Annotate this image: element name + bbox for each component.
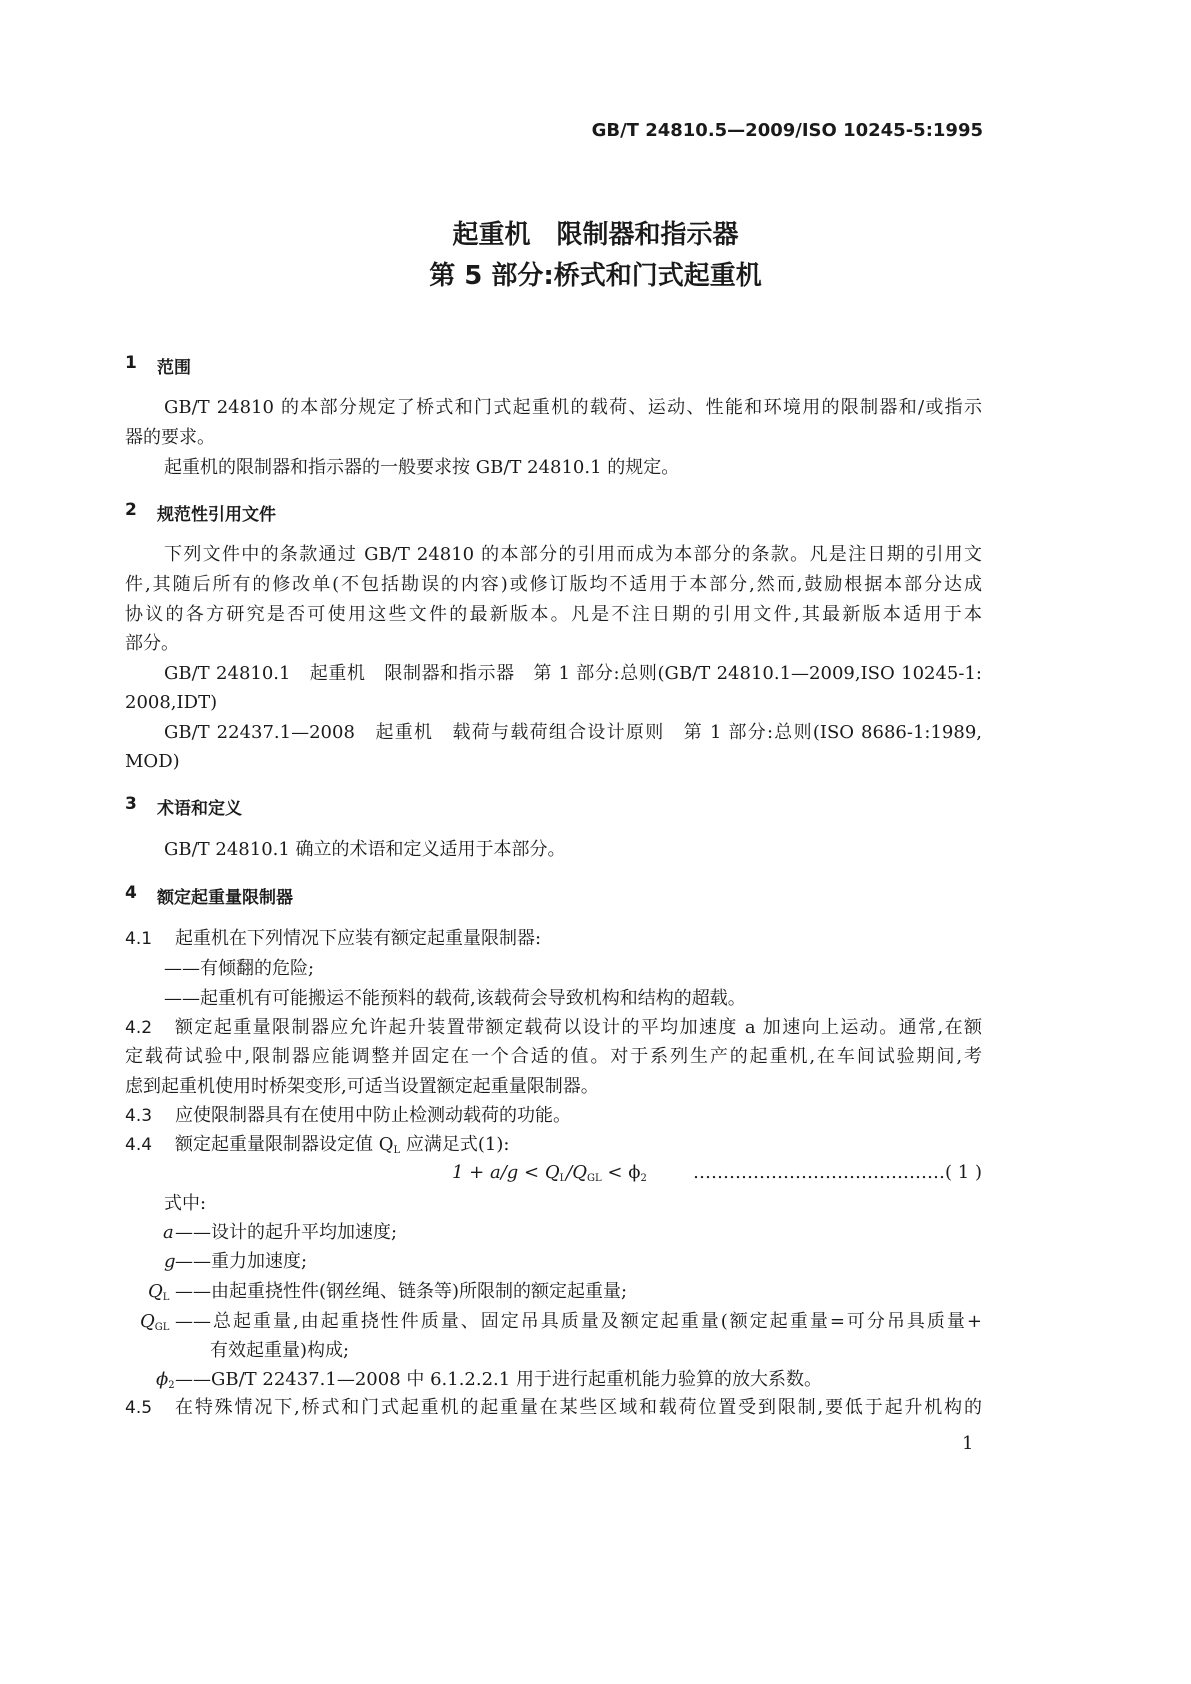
section-2-heading: 规范性引用文件 bbox=[157, 505, 276, 525]
s2-reference1-line2: 2008,IDT) bbox=[125, 692, 218, 713]
page-title-line1: 起重机 限制器和指示器 bbox=[452, 220, 739, 250]
s1-paragraph1-line1: GB/T 24810 的本部分规定了桥式和门式起重机的载荷、运动、性能和环境用的限制器和/或指示 bbox=[164, 397, 982, 418]
s2-paragraph1-line3: 协议的各方研究是否可使用这些文件的最新版本。凡是不注日期的引用文件,其最新版本适用于本 bbox=[125, 604, 982, 625]
standard-reference: GB/T 24810.5—2009/ISO 10245-5:1995 bbox=[591, 120, 983, 141]
s2-reference2-line1: GB/T 22437.1—2008 起重机 载荷与载荷组合设计原则 第 1 部分:总则(ISO 8686-1:1989, bbox=[164, 722, 982, 743]
s2-reference1-line1: GB/T 24810.1 起重机 限制器和指示器 第 1 部分:总则(GB/T 24810.1—2009,ISO 10245-1: bbox=[164, 663, 982, 684]
def-phi2-text: ——GB/T 22437.1—2008 中 6.1.2.2.1 用于进行起重机能力验算的放大系数。 bbox=[175, 1369, 822, 1390]
clause-4-1-text: 起重机在下列情况下应装有额定起重量限制器: bbox=[175, 928, 542, 949]
clause-4-5-number: 4.5 bbox=[125, 1398, 153, 1418]
s2-paragraph1-line4: 部分。 bbox=[125, 633, 179, 654]
section-1-heading: 范围 bbox=[157, 358, 191, 378]
def-a-symbol: a bbox=[163, 1222, 174, 1243]
page-number: 1 bbox=[962, 1433, 974, 1454]
s2-reference2-line2: MOD) bbox=[125, 751, 180, 772]
clause-4-3-number: 4.3 bbox=[125, 1106, 153, 1126]
def-g-symbol: g bbox=[164, 1251, 176, 1272]
clause-4-1-item2: ——起重机有可能搬运不能预料的载荷,该载荷会导致机构和结构的超载。 bbox=[164, 988, 746, 1009]
def-ql-text: ——由起重挠性件(钢丝绳、链条等)所限制的额定起重量; bbox=[175, 1281, 628, 1302]
def-qgl-text-line2: 有效起重量)构成; bbox=[210, 1340, 350, 1361]
section-4-heading: 额定起重量限制器 bbox=[157, 888, 293, 908]
def-qgl-text-line1: ——总起重量,由起重挠性件质量、固定吊具质量及额定起重量(额定起重量=可分吊具质量+ bbox=[175, 1311, 982, 1332]
def-a-text: ——设计的起升平均加速度; bbox=[175, 1222, 398, 1243]
clause-4-5-text: 在特殊情况下,桥式和门式起重机的起重量在某些区域和载荷位置受到限制,要低于起升机构的 bbox=[175, 1397, 982, 1418]
clause-4-4-number: 4.4 bbox=[125, 1135, 153, 1155]
clause-4-1-item1: ——有倾翻的危险; bbox=[164, 958, 315, 979]
equation-1: $1 + a/g < Q_L/Q_{GL} < \phi_2$ bbox=[452, 1162, 647, 1184]
s1-paragraph1-line2: 器的要求。 bbox=[125, 427, 215, 448]
clause-4-4-text: 额定起重量限制器设定值 $Q_L$ 应满足式(1): bbox=[175, 1134, 510, 1156]
s2-paragraph1-line2: 件,其随后所有的修改单(不包括勘误的内容)或修订版均不适用于本部分,然而,鼓励根据本部分达成 bbox=[125, 574, 982, 595]
section-4-number: 4 bbox=[125, 883, 137, 903]
s1-paragraph2: 起重机的限制器和指示器的一般要求按 GB/T 24810.1 的规定。 bbox=[164, 457, 680, 478]
def-phi2-symbol: $\phi_2$ bbox=[156, 1369, 175, 1391]
section-3-number: 3 bbox=[125, 794, 137, 814]
where-label: 式中: bbox=[164, 1193, 207, 1214]
clause-4-2-line2: 定载荷试验中,限制器应能调整并固定在一个合适的值。对于系列生产的起重机,在车间试验期间,考 bbox=[125, 1046, 982, 1067]
clause-4-2-line1: 额定起重量限制器应允许起升装置带额定载荷以设计的平均加速度 a 加速向上运动。通常,在额 bbox=[175, 1017, 982, 1038]
equation-1-number: ……………………………………( 1 ) bbox=[693, 1162, 982, 1183]
s3-paragraph1: GB/T 24810.1 确立的术语和定义适用于本部分。 bbox=[164, 839, 566, 860]
def-ql-symbol: $Q_L$ bbox=[148, 1281, 170, 1303]
clause-4-2-number: 4.2 bbox=[125, 1018, 153, 1038]
page-title-line2: 第 5 部分:桥式和门式起重机 bbox=[429, 261, 762, 291]
s2-paragraph1-line1: 下列文件中的条款通过 GB/T 24810 的本部分的引用而成为本部分的条款。凡是注日期的引用文 bbox=[164, 544, 982, 565]
clause-4-2-line3: 虑到起重机使用时桥架变形,可适当设置额定起重量限制器。 bbox=[125, 1076, 599, 1097]
section-3-heading: 术语和定义 bbox=[157, 799, 242, 819]
section-2-number: 2 bbox=[125, 500, 137, 520]
clause-4-3-text: 应使限制器具有在使用中防止检测动载荷的功能。 bbox=[175, 1105, 571, 1126]
def-g-text: ——重力加速度; bbox=[175, 1251, 308, 1272]
section-1-number: 1 bbox=[125, 353, 137, 373]
clause-4-1-number: 4.1 bbox=[125, 929, 153, 949]
def-qgl-symbol: $Q_{GL}$ bbox=[140, 1311, 170, 1333]
